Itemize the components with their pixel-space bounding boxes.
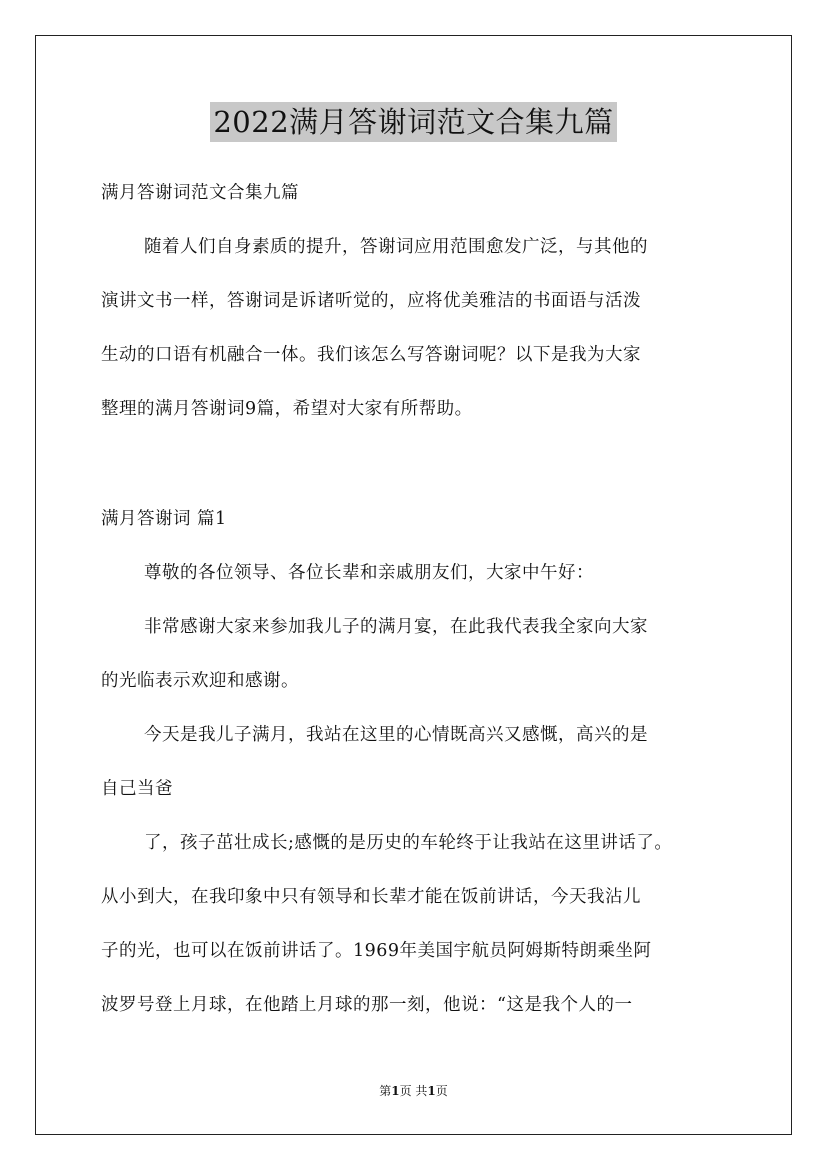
footer-page-current: 1: [391, 1084, 400, 1098]
paragraph-line: 了，孩子茁壮成长;感慨的是历史的车轮终于让我站在这里讲话了。: [144, 833, 673, 853]
paragraph-line: 从小到大，在我印象中只有领导和长辈才能在饭前讲话，今天我沾儿: [101, 887, 641, 907]
document-title: 2022满月答谢词范文合集九篇: [210, 102, 616, 142]
paragraph-line: 尊敬的各位领导、各位长辈和亲戚朋友们，大家中午好：: [144, 563, 594, 583]
subtitle: 满月答谢词范文合集九篇: [101, 183, 299, 203]
paragraph-line: 的光临表示欢迎和感谢。: [101, 671, 299, 691]
paragraph-line: 自己当爸: [101, 779, 173, 799]
paragraph-line: 随着人们自身素质的提升，答谢词应用范围愈发广泛，与其他的: [144, 237, 648, 257]
section-heading: 满月答谢词 篇1: [101, 509, 227, 529]
paragraph-line: 子的光，也可以在饭前讲话了。1969年美国宇航员阿姆斯特朗乘坐阿: [101, 941, 652, 961]
footer-page-total: 1: [427, 1084, 436, 1098]
footer-mid: 页 共: [399, 1084, 428, 1098]
paragraph-line: 演讲文书一样，答谢词是诉诸听觉的，应将优美雅洁的书面语与活泼: [101, 291, 641, 311]
footer-suffix: 页: [435, 1084, 448, 1098]
paragraph-line: 非常感谢大家来参加我儿子的满月宴，在此我代表我全家向大家: [144, 617, 648, 637]
footer-prefix: 第: [379, 1084, 392, 1098]
paragraph-line: 今天是我儿子满月，我站在这里的心情既高兴又感慨，高兴的是: [144, 725, 648, 745]
title-container: [0, 102, 827, 142]
paragraph-line: 整理的满月答谢词9篇，希望对大家有所帮助。: [101, 399, 473, 419]
page-footer: [0, 1083, 827, 1099]
paragraph-line: 生动的口语有机融合一体。我们该怎么写答谢词呢？以下是我为大家: [101, 345, 641, 365]
paragraph-line: 波罗号登上月球，在他踏上月球的那一刻，他说：“这是我个人的一: [101, 995, 633, 1015]
